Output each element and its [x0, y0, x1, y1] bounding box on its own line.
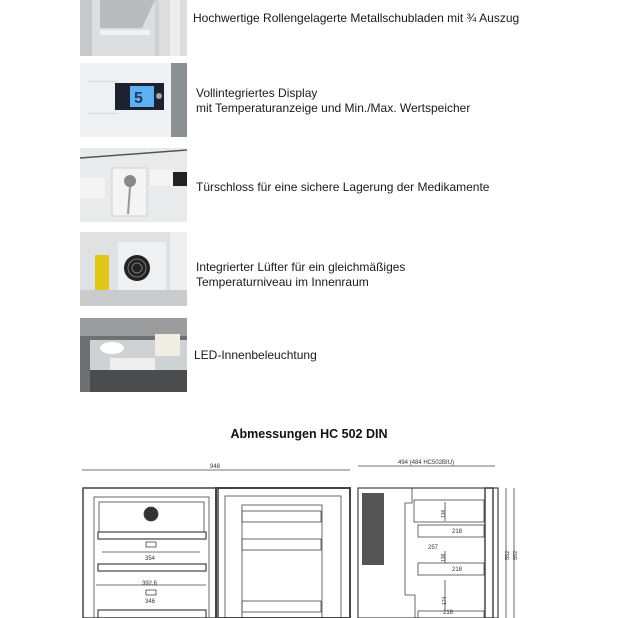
- feature-line: Integrierter Lüfter für ein gleichmäßiges: [196, 260, 406, 274]
- dim-shelf-1: 354: [145, 556, 156, 562]
- dim-w1: 218: [452, 529, 463, 535]
- dim-w2: 257: [428, 545, 439, 551]
- feature-line: mit Temperaturanzeige und Min./Max. Wertspeicher: [196, 101, 471, 115]
- display-photo: [80, 63, 187, 137]
- lock-icon: [80, 148, 187, 222]
- led-light-icon: [80, 318, 187, 392]
- drawer-icon: [80, 0, 187, 56]
- dim-height-2: 592: [513, 550, 519, 560]
- dim-depth: 494 (484 HC502BIU): [398, 460, 455, 466]
- dimensions-title: Abmessungen HC 502 DIN: [230, 427, 388, 441]
- feature-line: Temperaturniveau im Innenraum: [196, 275, 369, 289]
- fan-symbol: [144, 507, 158, 521]
- dim-height-1: 552: [505, 550, 511, 560]
- dimension-drawing: [0, 455, 618, 618]
- dim-w4: 218: [443, 610, 454, 616]
- feature-text-drawers: [193, 11, 519, 26]
- feature-text-lock: [196, 180, 489, 195]
- feature-line: LED-Innenbeleuchtung: [194, 348, 317, 362]
- fan-photo: [80, 232, 187, 306]
- display-value: 5: [134, 90, 143, 107]
- display-icon: [80, 63, 187, 137]
- feature-text-led: [194, 348, 317, 363]
- feature-text-fan: [196, 260, 405, 290]
- fan-icon: [80, 232, 187, 306]
- feature-text-display: [196, 86, 470, 116]
- dim-h3: 174: [442, 596, 448, 605]
- dim-total-width: 948: [210, 464, 221, 470]
- dim-w3: 218: [452, 567, 463, 573]
- feature-line: Hochwertige Rollengelagerte Metallschubladen mit ¾ Auszug: [193, 11, 520, 25]
- door-open: [216, 488, 350, 618]
- lock-photo: [80, 148, 187, 222]
- drawer-photo: [80, 0, 187, 56]
- feature-line: Vollintegriertes Display: [196, 86, 318, 100]
- dim-shelf-2: 346: [145, 599, 156, 605]
- dim-h1: 136: [441, 509, 447, 518]
- feature-line: Türschloss für eine sichere Lagerung der Medikamente: [196, 180, 490, 194]
- dim-h2: 138: [441, 553, 447, 562]
- led-photo: [80, 318, 187, 392]
- dim-inner-width: 392,6: [142, 581, 158, 587]
